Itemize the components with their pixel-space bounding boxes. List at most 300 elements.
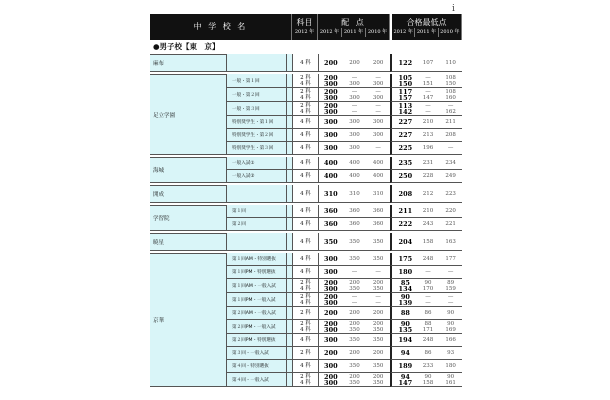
points-value: 300	[349, 132, 360, 138]
exam-type: 第２回AM・一般入試	[232, 311, 276, 316]
min-score-value: 171	[422, 326, 434, 333]
exam-type-cell	[226, 142, 286, 155]
min-score-cell	[394, 218, 462, 231]
min-score-value: 88	[400, 309, 410, 317]
points-value: 300	[349, 119, 360, 125]
exam-type-cell	[226, 88, 286, 102]
points-value: —	[351, 88, 358, 95]
min-score-value: 166	[445, 337, 456, 343]
exam-type: 一般・第１回	[232, 78, 260, 84]
min-score-value: 208	[445, 132, 456, 138]
min-score-value: 142	[398, 107, 413, 116]
points-cell	[318, 347, 390, 360]
points-cell	[318, 320, 390, 334]
min-score-value: 160	[445, 94, 456, 101]
exam-type: 一般・第２回	[232, 92, 260, 98]
exam-type: 第２回	[232, 222, 246, 227]
points-value: 200	[324, 372, 338, 381]
points-cell	[318, 170, 390, 183]
min-score-value: 134	[398, 284, 413, 293]
min-score-value: —	[425, 74, 431, 81]
min-score-value: 117	[398, 87, 413, 96]
subject-count: 2 科	[300, 310, 311, 316]
points-value: —	[375, 88, 381, 95]
header-min-year: 2010 年	[438, 28, 461, 37]
min-score-cell	[394, 170, 462, 183]
subject-count: 2 科	[300, 88, 311, 95]
exam-type: 特別奨学生・第２回	[232, 133, 274, 138]
subjects-cell	[292, 320, 318, 334]
header-points-label: 配 点	[341, 17, 366, 27]
points-value: —	[375, 293, 381, 300]
min-score-value: —	[447, 145, 454, 151]
min-score-value: 139	[398, 298, 413, 307]
min-score-value: 147	[398, 378, 413, 387]
points-value: 300	[324, 284, 338, 293]
points-value: 200	[324, 58, 338, 67]
header-school	[150, 14, 292, 40]
min-score-value: 223	[445, 190, 456, 197]
exam-type-cell	[226, 54, 286, 72]
subjects-cell	[292, 88, 318, 102]
min-score-cell	[394, 253, 462, 266]
exam-type-cell	[226, 218, 286, 231]
points-value: 200	[324, 278, 338, 287]
points-value: 200	[372, 320, 384, 327]
subject-count: 4 科	[300, 299, 311, 306]
min-score-value: 248	[422, 337, 434, 343]
points-value: 350	[372, 337, 384, 343]
header-points-year: 2010 年	[365, 28, 389, 37]
min-score-value: 220	[445, 208, 456, 214]
min-score-value: 90	[400, 319, 410, 328]
points-value: 310	[372, 190, 384, 197]
points-value: 200	[324, 319, 338, 328]
exam-type-cell	[226, 266, 286, 279]
exam-type: 第１回	[232, 209, 246, 214]
subjects-cell	[292, 157, 318, 170]
min-score-value: 194	[398, 336, 413, 344]
school-name: 学習院	[153, 216, 170, 222]
points-cell	[318, 279, 390, 293]
subjects-cell	[292, 218, 318, 231]
min-score-value: 90	[447, 320, 455, 327]
min-score-value: 175	[398, 255, 413, 263]
points-value: 360	[324, 220, 338, 228]
points-value: 200	[372, 279, 384, 286]
points-value: 350	[372, 326, 384, 333]
min-score-value: 158	[422, 379, 434, 386]
min-score-value: 135	[398, 325, 413, 334]
subject-count: 4 科	[300, 238, 311, 245]
points-value: —	[375, 145, 381, 151]
min-score-value: 248	[422, 256, 434, 262]
min-score-value: 180	[398, 268, 413, 276]
min-score-value: 113	[398, 101, 413, 110]
min-score-value: 180	[445, 363, 456, 369]
header-min-year: 2012 年	[393, 28, 413, 35]
min-score-value: 233	[422, 363, 434, 369]
school-name: 暁星	[153, 240, 165, 246]
subjects-cell	[292, 74, 318, 88]
min-score-value: 90	[447, 373, 455, 380]
exam-type-cell	[226, 293, 286, 307]
subjects-cell	[292, 233, 318, 251]
school-name-cell	[150, 157, 226, 183]
min-score-value: 235	[398, 159, 413, 167]
points-value: 350	[349, 379, 360, 386]
exam-type: 一般入試②	[232, 174, 255, 179]
min-score-value: 122	[398, 58, 413, 67]
points-value: 300	[324, 255, 338, 263]
points-cell	[318, 334, 390, 347]
min-score-value: 94	[400, 372, 410, 381]
subjects-cell	[292, 142, 318, 155]
subjects-cell	[292, 266, 318, 279]
points-value: 350	[372, 285, 384, 292]
min-score-value: 151	[422, 80, 434, 87]
exam-type-cell	[226, 157, 286, 170]
exam-type-cell	[226, 185, 286, 203]
points-value: 350	[349, 363, 360, 369]
min-score-value: 189	[398, 362, 413, 370]
subject-count: 4 科	[300, 221, 311, 227]
points-cell	[318, 373, 390, 387]
min-score-value: 210	[422, 208, 434, 214]
points-cell	[318, 102, 390, 116]
school-name-cell	[150, 205, 226, 231]
school-name: 開成	[153, 192, 165, 198]
exam-type-cell	[226, 307, 286, 320]
min-score-value: —	[447, 299, 454, 306]
min-score-value: 227	[398, 118, 413, 126]
min-score-value: 231	[422, 160, 434, 166]
points-cell	[318, 307, 390, 320]
min-score-value: 177	[445, 256, 456, 262]
subject-count: 4 科	[300, 256, 311, 262]
points-cell	[318, 218, 390, 231]
subject-count: 4 科	[300, 337, 311, 343]
points-cell	[318, 74, 390, 88]
points-value: 300	[324, 378, 338, 387]
points-cell	[318, 205, 390, 218]
min-score-cell	[394, 279, 462, 293]
min-score-cell	[394, 320, 462, 334]
min-score-cell	[394, 347, 462, 360]
min-score-value: 227	[398, 131, 413, 139]
min-score-value: 163	[445, 238, 456, 245]
points-value: 310	[349, 190, 360, 197]
min-score-value: 208	[398, 189, 413, 198]
points-value: —	[375, 74, 381, 81]
min-score-value: —	[425, 269, 431, 275]
points-value: —	[351, 108, 358, 115]
header-subjects-year: 2012 年	[294, 28, 315, 35]
min-score-value: 85	[400, 278, 410, 287]
exam-type-cell	[226, 347, 286, 360]
min-score-value: 161	[445, 379, 456, 386]
exam-type: 第４回・特別選抜	[232, 364, 269, 369]
subjects-cell	[292, 116, 318, 129]
points-value: 200	[324, 349, 338, 357]
header-subjects	[292, 14, 318, 40]
subject-count: 2 科	[300, 350, 311, 356]
points-value: —	[375, 102, 381, 109]
school-name: 京華	[153, 318, 165, 324]
points-value: 300	[324, 144, 338, 152]
points-value: 200	[349, 350, 360, 356]
exam-type-cell	[226, 129, 286, 142]
min-score-value: 158	[422, 238, 434, 245]
exam-type-cell	[226, 74, 286, 88]
school-name-cell	[150, 233, 226, 251]
subject-count: 4 科	[300, 363, 311, 369]
points-value: —	[351, 269, 358, 275]
min-score-cell	[394, 185, 462, 203]
points-value: 300	[324, 362, 338, 370]
min-score-value: 86	[424, 350, 432, 356]
school-name: 海城	[153, 168, 165, 174]
min-score-value: 86	[424, 310, 432, 316]
min-score-value: 225	[398, 144, 413, 152]
points-cell	[318, 142, 390, 155]
min-score-value: —	[425, 88, 431, 95]
points-value: 300	[324, 131, 338, 139]
min-score-value: 211	[398, 207, 413, 215]
corner-mark: i	[452, 4, 455, 14]
points-value: 350	[372, 379, 384, 386]
exam-type: 第３回・一般入試	[232, 351, 269, 356]
points-value: 300	[372, 119, 384, 125]
points-value: 200	[324, 73, 338, 82]
min-score-cell	[394, 129, 462, 142]
exam-type-cell	[226, 102, 286, 116]
subject-count: 4 科	[300, 160, 311, 166]
subject-count: 4 科	[300, 94, 311, 101]
min-score-value: 196	[422, 145, 434, 151]
subject-count: 2 科	[300, 373, 311, 380]
min-score-value: 169	[445, 326, 456, 333]
exam-type-cell	[226, 233, 286, 251]
min-score-value: —	[425, 108, 431, 115]
points-value: 360	[372, 221, 384, 227]
min-score-cell	[394, 116, 462, 129]
header-min-year: 2011 年	[414, 28, 437, 37]
points-cell	[318, 360, 390, 373]
points-value: —	[351, 74, 358, 81]
min-score-cell	[394, 54, 462, 72]
min-score-value: 211	[445, 119, 456, 125]
min-score-cell	[394, 157, 462, 170]
points-value: —	[375, 269, 381, 275]
min-score-value: 108	[445, 74, 456, 81]
points-value: 360	[372, 208, 384, 214]
school-name-cell	[150, 54, 226, 72]
points-cell	[318, 293, 390, 307]
points-value: 200	[372, 59, 384, 66]
subject-count: 4 科	[300, 108, 311, 115]
min-score-value: 170	[422, 285, 434, 292]
min-score-value: 90	[447, 310, 455, 316]
min-score-cell	[394, 102, 462, 116]
points-value: 350	[349, 238, 360, 245]
exam-type-cell	[226, 116, 286, 129]
points-value: 350	[372, 238, 384, 245]
points-cell	[318, 88, 390, 102]
points-value: —	[351, 299, 358, 306]
points-value: 200	[372, 350, 384, 356]
points-value: 200	[349, 320, 360, 327]
points-cell	[318, 185, 390, 203]
points-cell	[318, 233, 390, 251]
points-value: 200	[349, 373, 360, 380]
points-value: 400	[349, 173, 360, 179]
min-score-value: 243	[422, 221, 434, 227]
points-value: 310	[324, 189, 338, 198]
subjects-cell	[292, 360, 318, 373]
min-score-value: 93	[447, 350, 455, 356]
exam-type: 一般・第３回	[232, 106, 260, 112]
points-value: 350	[349, 256, 360, 262]
school-name-cell	[150, 253, 226, 387]
subject-count: 4 科	[300, 145, 311, 151]
subject-count: 4 科	[300, 326, 311, 333]
header-school-label: 中 学 校 名	[193, 22, 248, 31]
subjects-cell	[292, 205, 318, 218]
min-score-value: 210	[422, 119, 434, 125]
points-value: 400	[349, 160, 360, 166]
min-score-cell	[394, 334, 462, 347]
points-value: 350	[349, 326, 360, 333]
points-value: 300	[349, 94, 360, 101]
exam-type: 特別奨学生・第１回	[232, 120, 274, 125]
exam-type-cell	[226, 320, 286, 334]
subject-count: 2 科	[300, 320, 311, 327]
min-score-value: 222	[398, 220, 413, 228]
min-score-cell	[394, 233, 462, 251]
points-value: 360	[349, 208, 360, 214]
min-score-cell	[394, 373, 462, 387]
exam-type: 第１回PM・特別選抜	[232, 270, 276, 275]
exam-type-cell	[226, 373, 286, 387]
exam-type: 第１回AM・一般入試	[232, 283, 276, 289]
subjects-cell	[292, 373, 318, 387]
min-score-value: 212	[422, 190, 434, 197]
exam-type: 第２回PM・一般入試	[232, 324, 276, 330]
points-cell	[318, 116, 390, 129]
exam-type: 一般入試①	[232, 161, 255, 166]
points-value: 350	[372, 363, 384, 369]
points-cell	[318, 157, 390, 170]
points-cell	[318, 266, 390, 279]
min-score-value: 150	[445, 80, 456, 87]
points-cell	[318, 54, 390, 72]
subject-count: 2 科	[300, 102, 311, 109]
exam-type-cell	[226, 205, 286, 218]
points-cell	[318, 129, 390, 142]
points-value: —	[375, 299, 381, 306]
min-score-value: 90	[424, 373, 432, 380]
subject-count: 4 科	[300, 173, 311, 179]
subjects-cell	[292, 54, 318, 72]
points-value: 300	[372, 94, 384, 101]
points-value: 360	[349, 221, 360, 227]
exam-type-cell	[226, 170, 286, 183]
points-value: 300	[324, 325, 338, 334]
subjects-cell	[292, 129, 318, 142]
points-cell	[318, 253, 390, 266]
points-value: 400	[372, 173, 384, 179]
subject-count: 4 科	[300, 208, 311, 214]
exam-type-cell	[226, 279, 286, 293]
header-points	[318, 14, 390, 40]
min-score-value: —	[447, 269, 454, 275]
points-value: —	[375, 108, 381, 115]
min-score-value: 88	[424, 320, 432, 327]
min-score-value: 157	[398, 93, 413, 102]
subjects-cell	[292, 102, 318, 116]
points-value: 400	[324, 172, 338, 180]
min-score-cell	[394, 74, 462, 88]
min-score-value: 213	[422, 132, 434, 138]
exam-type: 特別奨学生・第３回	[232, 146, 274, 151]
school-name: 足立学園	[153, 112, 176, 119]
points-value: 300	[372, 80, 384, 87]
subject-count: 4 科	[300, 119, 311, 125]
points-value: 200	[324, 292, 338, 301]
subjects-cell	[292, 347, 318, 360]
header-points-year: 2012 年	[319, 28, 340, 35]
school-name-cell	[150, 74, 226, 155]
min-score-cell	[394, 205, 462, 218]
min-score-value: 228	[422, 173, 434, 179]
min-score-value: 249	[445, 173, 456, 179]
header-subjects-label: 科目	[296, 17, 313, 27]
subjects-cell	[292, 253, 318, 266]
points-value: 350	[372, 256, 384, 262]
points-value: 200	[372, 310, 384, 316]
points-value: 200	[349, 279, 360, 286]
points-value: 300	[349, 145, 360, 151]
points-value: 200	[372, 373, 384, 380]
min-score-value: 94	[400, 349, 410, 357]
min-score-value: 107	[422, 59, 434, 66]
min-score-cell	[394, 142, 462, 155]
subjects-cell	[292, 307, 318, 320]
points-value: —	[351, 102, 358, 109]
min-score-cell	[394, 88, 462, 102]
points-value: 350	[349, 285, 360, 292]
subject-count: 2 科	[300, 279, 311, 286]
points-value: 200	[324, 101, 338, 110]
min-score-cell	[394, 293, 462, 307]
min-score-cell	[394, 307, 462, 320]
points-value: 300	[324, 107, 338, 116]
points-value: 300	[324, 298, 338, 307]
exam-type-cell	[226, 334, 286, 347]
subjects-cell	[292, 279, 318, 293]
min-score-value: 204	[398, 237, 413, 246]
min-score-cell	[394, 266, 462, 279]
school-name-cell	[150, 185, 226, 203]
min-score-value: 89	[447, 279, 455, 286]
points-value: 300	[324, 118, 338, 126]
section-title: ●男子校【東 京】	[153, 42, 220, 51]
exam-type: 第２回PM・特別選抜	[232, 338, 276, 343]
exam-type-cell	[226, 253, 286, 266]
subjects-cell	[292, 293, 318, 307]
subjects-cell	[292, 170, 318, 183]
